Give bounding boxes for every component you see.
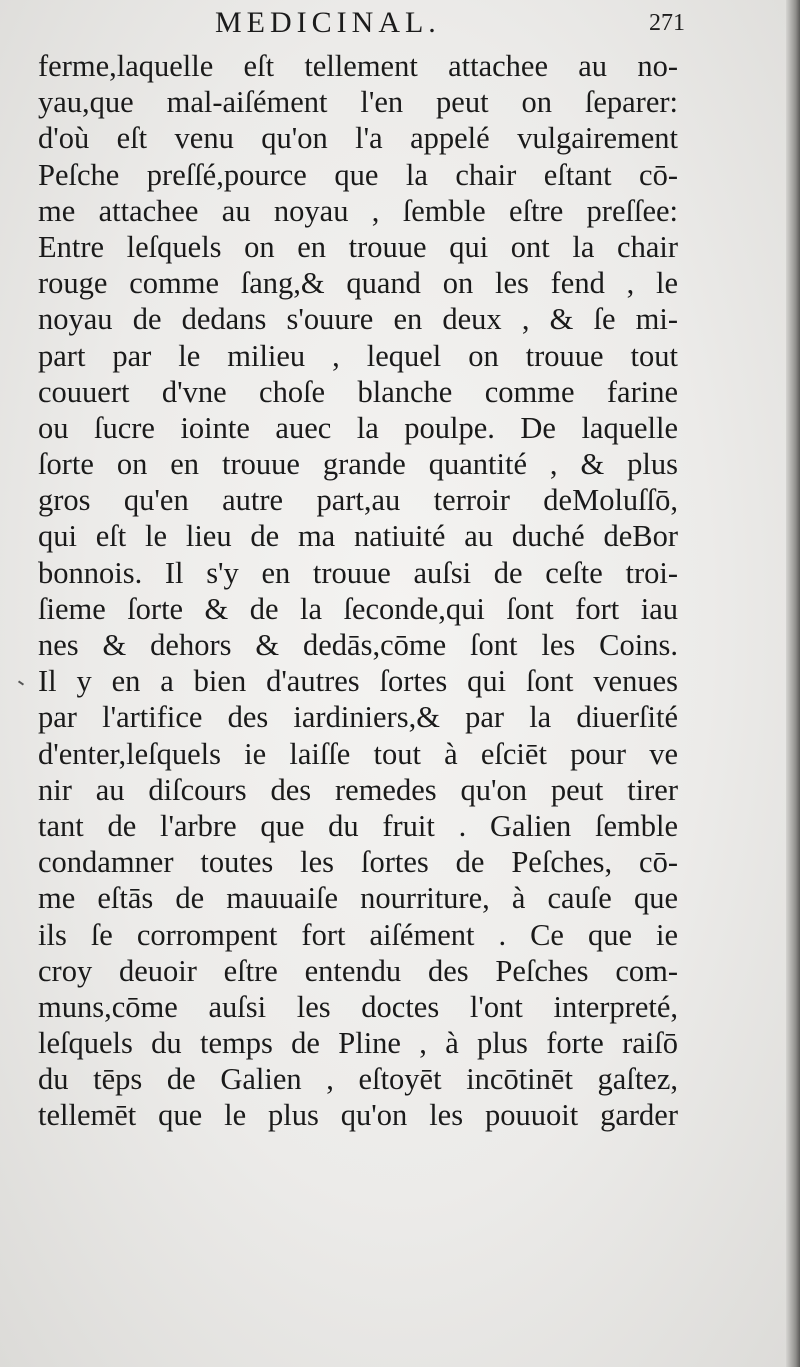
margin-mark <box>18 680 24 685</box>
text-line: couuert d'vne choſe blanche comme farine <box>38 374 678 409</box>
text-line: gros qu'en autre part,au terroir deMoluſſō, <box>38 483 678 518</box>
text-line: rouge comme ſang,& quand on les fend , le <box>38 266 678 301</box>
page-number: 271 <box>649 10 685 36</box>
page-header <box>215 6 685 46</box>
text-line: nir au diſcours des remedes qu'on peut tirer <box>38 772 678 807</box>
text-line: muns,cōme auſsi les doctes l'ont interpreté, <box>38 989 678 1024</box>
text-line: ſieme ſorte & de la ſeconde,qui ſont fort iau <box>38 591 678 626</box>
text-line: d'enter,leſquels ie laiſſe tout à eſciēt pour ve <box>38 736 678 771</box>
text-line: me eſtās de mauuaiſe nourriture, à cauſe que <box>38 881 678 916</box>
body-text <box>38 48 678 1134</box>
text-line: yau,que mal-aiſément l'en peut on ſeparer: <box>38 85 678 120</box>
text-line: ils ſe corrompent fort aiſément . Ce que ie <box>38 917 678 952</box>
text-line: Peſche preſſé,pource que la chair eſtant cō- <box>38 157 678 192</box>
text-line: ou ſucre iointe auec la poulpe. De laquelle <box>38 410 678 445</box>
running-head: MEDICINAL. <box>215 6 441 39</box>
text-line: d'où eſt venu qu'on l'a appelé vulgairement <box>38 121 678 156</box>
text-line: leſquels du temps de Pline , à plus forte raiſō <box>38 1026 678 1061</box>
text-line: tant de l'arbre que du fruit . Galien ſemble <box>38 808 678 843</box>
text-line: par l'artifice des iardiniers,& par la diuerſité <box>38 700 678 735</box>
text-line: ſorte on en trouue grande quantité , & plus <box>38 447 678 482</box>
text-line: noyau de dedans s'ouure en deux , & ſe mi- <box>38 302 678 337</box>
text-line: bonnois. Il s'y en trouue auſsi de ceſte troi- <box>38 555 678 590</box>
page-gutter-shadow <box>786 0 800 1367</box>
text-line: part par le milieu , lequel on trouue tout <box>38 338 678 373</box>
text-line: Entre leſquels on en trouue qui ont la chair <box>38 229 678 264</box>
text-line: ferme,laquelle eſt tellement attachee au no- <box>38 49 678 83</box>
text-line: condamner toutes les ſortes de Peſches, cō- <box>38 845 678 880</box>
text-line: Il y en a bien d'autres ſortes qui ſont venues <box>38 664 678 699</box>
text-line: tellemēt que le plus qu'on les pouuoit garder <box>38 1098 678 1133</box>
text-line: du tēps de Galien , eſtoyēt incōtinēt gaſtez, <box>38 1062 678 1097</box>
text-line: me attachee au noyau , ſemble eſtre preſſee: <box>38 193 678 228</box>
text-line: qui eſt le lieu de ma natiuité au duché deBor <box>38 519 678 554</box>
text-line: nes & dehors & dedās,cōme ſont les Coins. <box>38 628 678 662</box>
text-line: croy deuoir eſtre entendu des Peſches com- <box>38 953 678 988</box>
